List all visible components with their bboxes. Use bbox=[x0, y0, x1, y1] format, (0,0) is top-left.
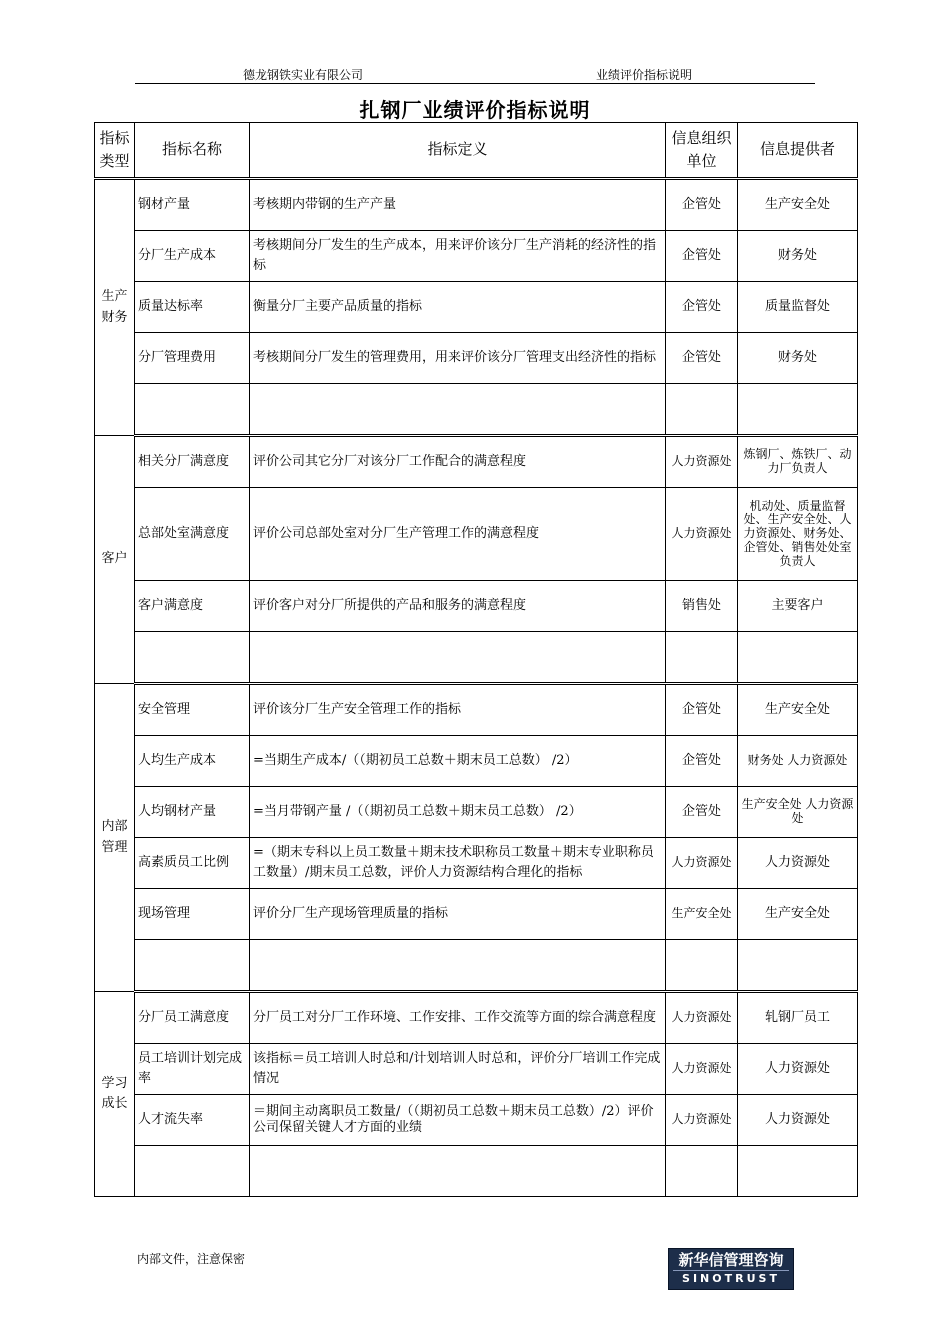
indicator-org: 企管处 bbox=[666, 231, 738, 282]
blank-row bbox=[95, 632, 858, 684]
indicator-definition: 衡量分厂主要产品质量的指标 bbox=[250, 282, 666, 333]
table-row bbox=[95, 736, 858, 787]
blank-cell bbox=[250, 1146, 666, 1197]
indicator-name: 人均生产成本 bbox=[135, 736, 250, 787]
blank-cell bbox=[135, 632, 250, 684]
indicator-org: 企管处 bbox=[666, 736, 738, 787]
indicator-name: 人均钢材产量 bbox=[135, 787, 250, 838]
indicator-org: 企管处 bbox=[666, 684, 738, 736]
indicator-name: 安全管理 bbox=[135, 684, 250, 736]
logo-en-text: SINOTRUST bbox=[673, 1270, 789, 1287]
blank-cell bbox=[135, 384, 250, 436]
table-row bbox=[95, 992, 858, 1044]
category-cell: 内部管理 bbox=[95, 684, 135, 992]
header-rule bbox=[135, 83, 815, 84]
indicator-provider: 机动处、质量监督处、生产安全处、人力资源处、财务处、企管处、销售处处室负责人 bbox=[738, 488, 858, 581]
indicator-provider: 生产安全处 bbox=[738, 889, 858, 940]
indicator-provider: 财务处 bbox=[738, 333, 858, 384]
blank-cell bbox=[666, 1146, 738, 1197]
blank-cell bbox=[738, 1146, 858, 1197]
indicator-definition: 评价公司总部处室对分厂生产管理工作的满意程度 bbox=[250, 488, 666, 581]
indicator-provider: 主要客户 bbox=[738, 581, 858, 632]
blank-row bbox=[95, 1146, 858, 1197]
indicator-org: 人力资源处 bbox=[666, 1044, 738, 1095]
page-title: 扎钢厂业绩评价指标说明 bbox=[359, 98, 591, 122]
category-cell: 生产财务 bbox=[95, 179, 135, 436]
indicator-org: 人力资源处 bbox=[666, 436, 738, 488]
table-row bbox=[95, 436, 858, 488]
indicator-name: 现场管理 bbox=[135, 889, 250, 940]
indicator-name: 相关分厂满意度 bbox=[135, 436, 250, 488]
indicator-definition: 该指标＝员工培训人时总和/计划培训人时总和，评价分厂培训工作完成情况 bbox=[250, 1044, 666, 1095]
indicator-definition: 评价客户对分厂所提供的产品和服务的满意程度 bbox=[250, 581, 666, 632]
indicator-name: 客户满意度 bbox=[135, 581, 250, 632]
indicator-provider: 财务处 人力资源处 bbox=[738, 736, 858, 787]
indicator-name: 员工培训计划完成率 bbox=[135, 1044, 250, 1095]
blank-cell bbox=[738, 632, 858, 684]
header-name: 指标名称 bbox=[135, 123, 250, 179]
table-row bbox=[95, 179, 858, 231]
indicator-provider: 质量监督处 bbox=[738, 282, 858, 333]
indicator-org: 人力资源处 bbox=[666, 1095, 738, 1146]
indicator-provider: 生产安全处 bbox=[738, 179, 858, 231]
blank-row bbox=[95, 384, 858, 436]
indicator-org: 企管处 bbox=[666, 787, 738, 838]
table-row bbox=[95, 1044, 858, 1095]
indicator-definition: 评价该分厂生产安全管理工作的指标 bbox=[250, 684, 666, 736]
indicator-provider: 炼钢厂、炼铁厂、动力厂负责人 bbox=[738, 436, 858, 488]
table-row bbox=[95, 333, 858, 384]
indicator-definition: 评价公司其它分厂对该分厂工作配合的满意程度 bbox=[250, 436, 666, 488]
indicator-org: 生产安全处 bbox=[666, 889, 738, 940]
table-row bbox=[95, 787, 858, 838]
indicator-name: 总部处室满意度 bbox=[135, 488, 250, 581]
indicator-provider: 人力资源处 bbox=[738, 1044, 858, 1095]
indicator-definition: 评价分厂生产现场管理质量的指标 bbox=[250, 889, 666, 940]
indicator-provider: 财务处 bbox=[738, 231, 858, 282]
indicator-org: 人力资源处 bbox=[666, 488, 738, 581]
indicator-org: 企管处 bbox=[666, 179, 738, 231]
indicator-definition: 考核期间分厂发生的生产成本，用来评价该分厂生产消耗的经济性的指标 bbox=[250, 231, 666, 282]
blank-cell bbox=[666, 632, 738, 684]
indicator-name: 高素质员工比例 bbox=[135, 838, 250, 889]
indicator-definition: =当期生产成本/（（期初员工总数＋期末员工总数） /2） bbox=[250, 736, 666, 787]
indicator-name: 分厂管理费用 bbox=[135, 333, 250, 384]
indicator-org: 企管处 bbox=[666, 282, 738, 333]
blank-cell bbox=[666, 940, 738, 992]
sinotrust-logo bbox=[668, 1248, 794, 1290]
table-header-row bbox=[95, 123, 858, 179]
indicator-name: 分厂生产成本 bbox=[135, 231, 250, 282]
indicator-definition: 考核期间分厂发生的管理费用，用来评价该分厂管理支出经济性的指标 bbox=[250, 333, 666, 384]
blank-cell bbox=[738, 940, 858, 992]
header-provider: 信息提供者 bbox=[738, 123, 858, 179]
indicator-org: 人力资源处 bbox=[666, 992, 738, 1044]
table-row bbox=[95, 488, 858, 581]
blank-cell bbox=[250, 384, 666, 436]
table-row bbox=[95, 282, 858, 333]
indicator-provider: 人力资源处 bbox=[738, 838, 858, 889]
indicator-org: 人力资源处 bbox=[666, 838, 738, 889]
table-row bbox=[95, 581, 858, 632]
blank-row bbox=[95, 940, 858, 992]
logo-cn-text: 新华信管理咨询 bbox=[678, 1251, 784, 1269]
indicator-org: 销售处 bbox=[666, 581, 738, 632]
header-org: 信息组织单位 bbox=[666, 123, 738, 179]
indicator-provider: 人力资源处 bbox=[738, 1095, 858, 1146]
indicator-table bbox=[94, 122, 858, 1197]
blank-cell bbox=[738, 384, 858, 436]
indicator-provider: 生产安全处 bbox=[738, 684, 858, 736]
table-row bbox=[95, 1095, 858, 1146]
indicator-name: 钢材产量 bbox=[135, 179, 250, 231]
table-row bbox=[95, 838, 858, 889]
blank-cell bbox=[666, 384, 738, 436]
indicator-org: 企管处 bbox=[666, 333, 738, 384]
indicator-name: 人才流失率 bbox=[135, 1095, 250, 1146]
category-cell: 学习成长 bbox=[95, 992, 135, 1197]
header-company: 德龙钢铁实业有限公司 bbox=[243, 68, 364, 82]
blank-cell bbox=[135, 940, 250, 992]
blank-cell bbox=[250, 940, 666, 992]
indicator-definition: =（期末专科以上员工数量＋期末技术职称员工数量＋期末专业职称员工数量）/期末员工总数，评价人力资源结构合理化的指标 bbox=[250, 838, 666, 889]
indicator-name: 分厂员工满意度 bbox=[135, 992, 250, 1044]
indicator-name: 质量达标率 bbox=[135, 282, 250, 333]
indicator-definition: ＝期间主动离职员工数量/（（期初员工总数＋期末员工总数）/2）评价公司保留关键人才方面的业绩 bbox=[250, 1095, 666, 1146]
header-doc-name: 业绩评价指标说明 bbox=[596, 68, 693, 82]
indicator-provider: 轧钢厂员工 bbox=[738, 992, 858, 1044]
indicator-definition: =当月带钢产量 /（（期初员工总数＋期末员工总数） /2） bbox=[250, 787, 666, 838]
header-type: 指标类型 bbox=[95, 123, 135, 179]
header-definition: 指标定义 bbox=[250, 123, 666, 179]
indicator-definition: 考核期内带钢的生产产量 bbox=[250, 179, 666, 231]
table-row bbox=[95, 684, 858, 736]
confidential-note: 内部文件，注意保密 bbox=[137, 1252, 246, 1266]
indicator-provider: 生产安全处 人力资源处 bbox=[738, 787, 858, 838]
indicator-definition: 分厂员工对分厂工作环境、工作安排、工作交流等方面的综合满意程度 bbox=[250, 992, 666, 1044]
table-row bbox=[95, 889, 858, 940]
category-cell: 客户 bbox=[95, 436, 135, 684]
table-row bbox=[95, 231, 858, 282]
blank-cell bbox=[135, 1146, 250, 1197]
blank-cell bbox=[250, 632, 666, 684]
